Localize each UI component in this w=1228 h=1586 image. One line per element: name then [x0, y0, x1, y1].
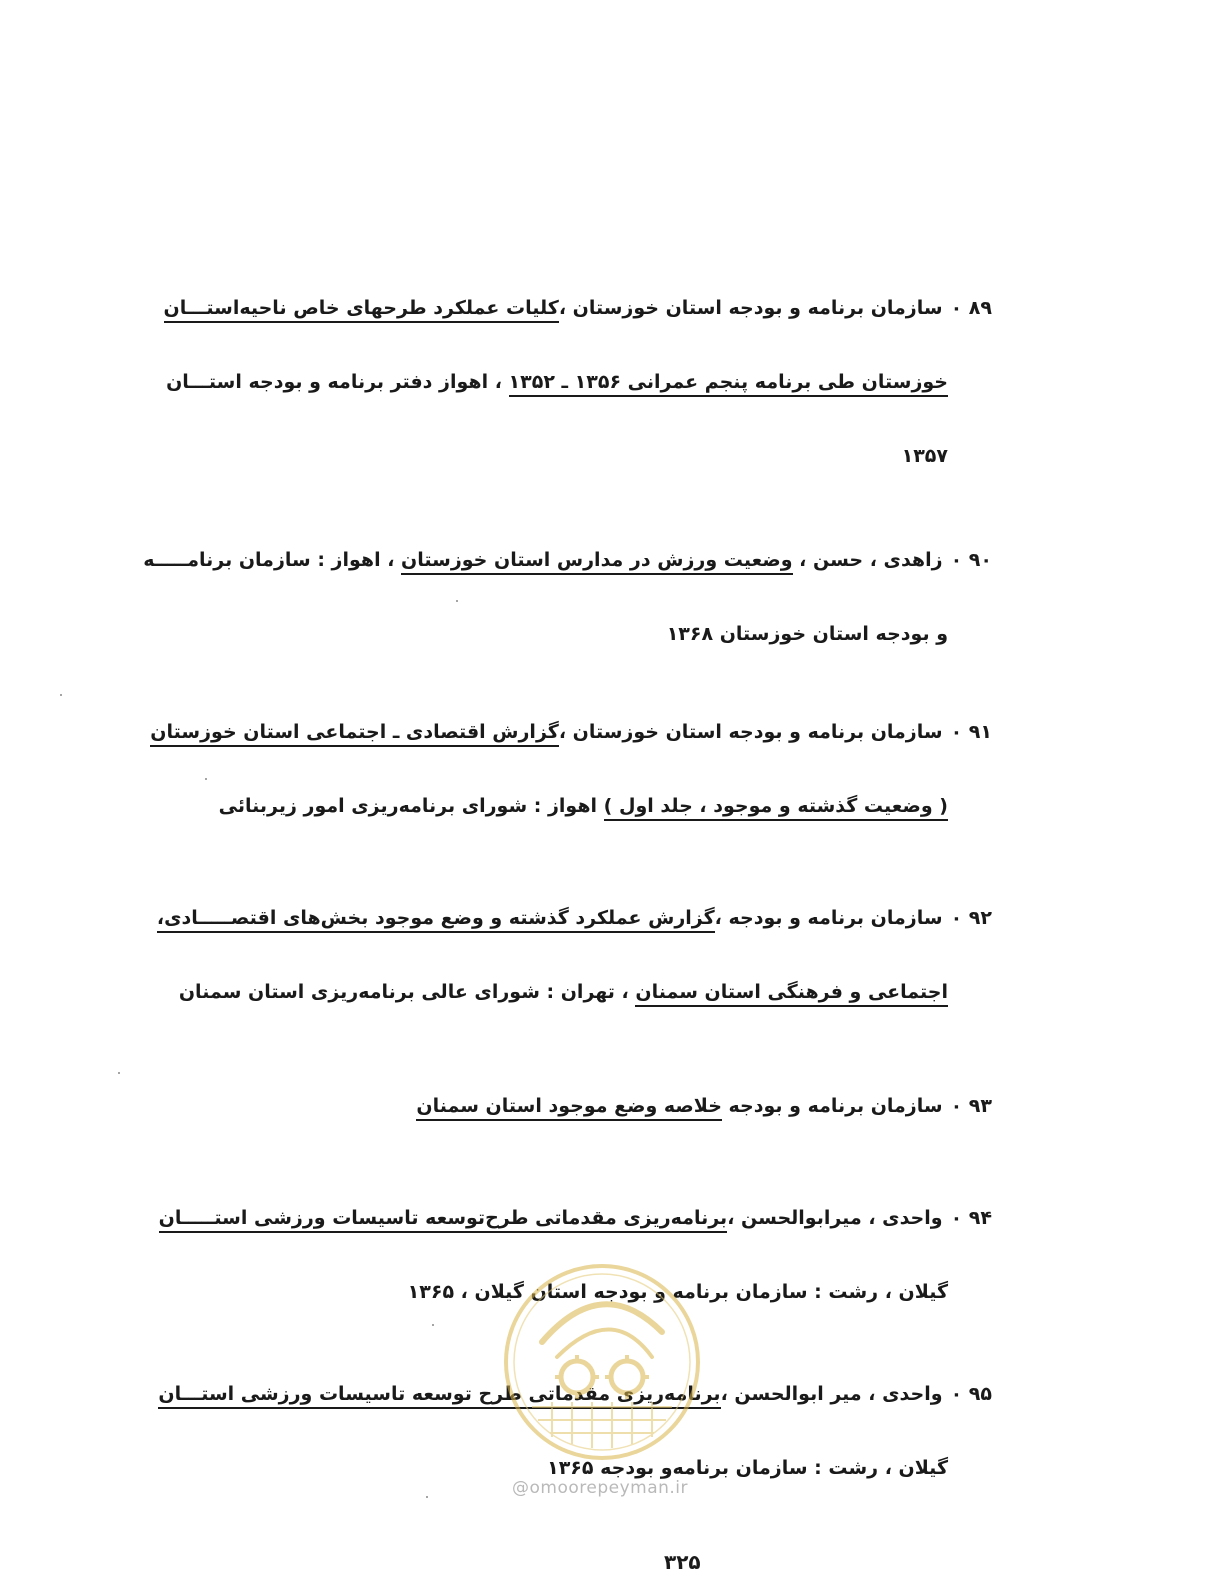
entry-number: ۸۹ ۰: [950, 297, 992, 319]
entry-line: [166, 368, 992, 396]
entry-number: ۹۲ ۰: [950, 907, 992, 929]
entry-line: [232, 1278, 992, 1306]
entry-line: [150, 718, 992, 746]
entry-text: زاهدی ، حسن ،: [799, 549, 943, 571]
entry-title-underlined: برنامه‌ریزی مقدماتی طرح‌توسعه تاسیسات ورزشی استـــــان: [159, 1207, 728, 1233]
bibliography-entry-95: [158, 1380, 992, 1482]
entry-text: سازمان برنامه و بودجه ،: [714, 907, 943, 929]
entry-text: سازمان برنامه و بودجه: [728, 1095, 943, 1117]
scan-speck: [205, 778, 207, 780]
entry-text: ، تهران : شورای عالی برنامه‌ریزی استان سمنان: [178, 981, 636, 1003]
entry-number: ۹۳ ۰: [950, 1095, 992, 1117]
bibliography-entry-92: [156, 904, 992, 1006]
entry-title-underlined: خوزستان طی برنامه پنجم عمرانی ۱۳۵۶ ـ ۱۳۵۲: [509, 371, 948, 397]
scan-speck: [118, 1072, 120, 1074]
entry-text: واحدی ، میرابوالحسن ،: [727, 1207, 943, 1229]
entry-text: گیلان ، رشت : سازمان برنامه‌و بودجه ۱۳۶۵: [547, 1457, 948, 1479]
entry-title-underlined: اجتماعی و فرهنگی استان سمنان: [635, 981, 948, 1007]
entry-year: ۱۳۵۷: [901, 445, 948, 467]
entry-number: ۹۴ ۰: [950, 1207, 992, 1229]
watermark-caption: @omoorepeyman.ir: [512, 1478, 689, 1498]
entry-text: گیلان ، رشت : سازمان برنامه و بودجه استان گیلان ، ۱۳۶۵: [407, 1281, 948, 1303]
entry-line: [143, 546, 992, 574]
entry-line: [158, 1204, 992, 1232]
entry-line: [232, 1092, 992, 1120]
entry-number: ۹۵ ۰: [950, 1383, 992, 1405]
entry-title-underlined: برنامه‌ریزی مقدماتی طرح توسعه تاسیسات ورزشی استـــان: [158, 1383, 720, 1409]
scan-speck: [456, 600, 458, 602]
bibliography-entry-90: [143, 546, 992, 648]
entry-title-underlined: وضعیت ورزش در مدارس استان خوزستان: [401, 549, 792, 575]
entry-text: سازمان برنامه و بودجه استان خوزستان ،: [558, 721, 943, 743]
entry-number: ۹۱ ۰: [950, 721, 992, 743]
entry-text: سازمان برنامه و بودجه استان خوزستان ،: [558, 297, 943, 319]
entry-text: واحدی ، میر ابوالحسن ،: [720, 1383, 943, 1405]
entry-line: [158, 1380, 992, 1408]
entry-line: [163, 294, 992, 322]
entry-title-underlined: گزارش اقتصادی ـ اجتماعی استان خوزستان: [150, 721, 559, 747]
bibliography-entry-94: [158, 1204, 992, 1306]
entry-title-underlined: گزارش عملکرد گذشته و وضع موجود بخش‌های اقتصـــــادی،: [157, 907, 715, 933]
entry-title-underlined: ( وضعیت گذشته و موجود ، جلد اول ): [604, 795, 948, 821]
entry-line: [156, 904, 992, 932]
bibliography-entry-89: [163, 294, 992, 470]
entry-text: و بودجه استان خوزستان ۱۳۶۸: [666, 623, 948, 645]
entry-number: ۹۰ ۰: [950, 549, 992, 571]
entry-line: [232, 620, 992, 648]
entry-line: [178, 978, 992, 1006]
entry-text: ، اهواز : سازمان برنامـــــه: [143, 549, 402, 571]
scan-speck: [60, 694, 62, 696]
entry-title-underlined: کلیات عملکرد طرحهای خاص ناحیه‌استـــان: [164, 297, 559, 323]
bibliography-entry-93: [232, 1092, 992, 1120]
scan-speck: [426, 1496, 428, 1498]
page-number: ۳۲۵: [664, 1550, 701, 1574]
entry-line: [218, 792, 992, 820]
entry-text: ، اهواز دفتر برنامه و بودجه استـــان: [166, 371, 509, 393]
entry-title-underlined: خلاصه وضع موجود استان سمنان: [416, 1095, 721, 1121]
entry-line: [232, 442, 992, 470]
bibliography-entry-91: [150, 718, 992, 820]
scan-speck: [432, 1324, 434, 1326]
entry-text: اهواز : شورای برنامه‌ریزی امور زیربنائی: [218, 795, 604, 817]
